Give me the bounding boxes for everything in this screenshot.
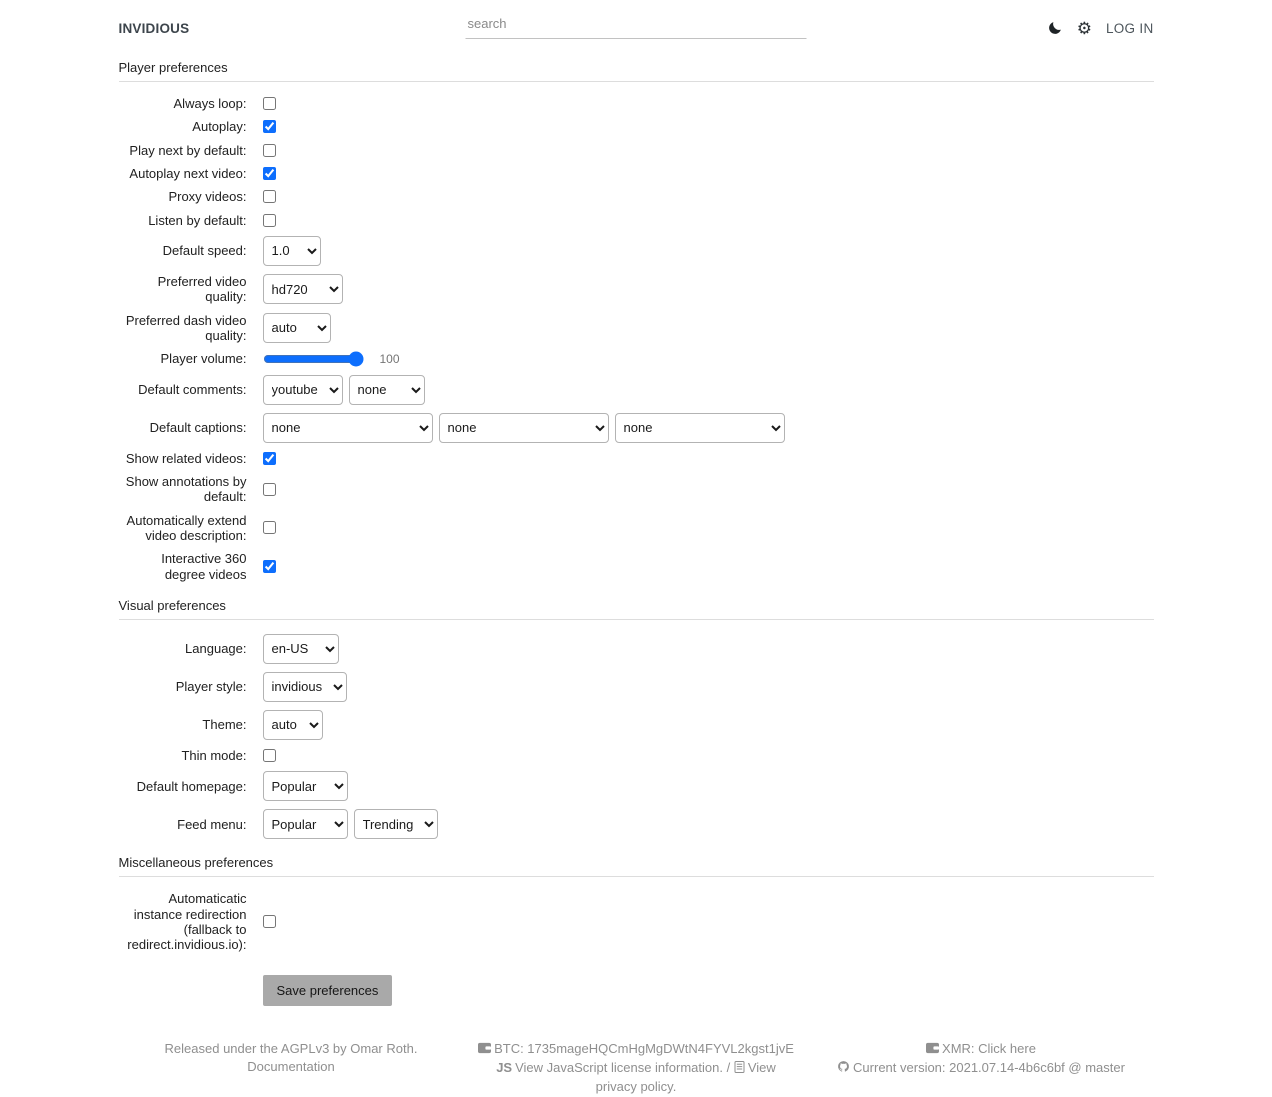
homepage-label: Default homepage: <box>136 778 247 794</box>
pref-row-auto-redirect <box>119 887 1154 956</box>
xmr-link[interactable]: XMR: Click here <box>942 1040 1036 1056</box>
js-badge-icon: JS <box>496 1060 513 1075</box>
video-quality-select[interactable] <box>263 274 343 304</box>
search-form <box>466 12 807 39</box>
pref-row-comments <box>119 371 1154 409</box>
captions-select-1[interactable] <box>263 413 433 443</box>
vr360-label: Interactive 360 degree videos <box>161 551 247 582</box>
documentation-link[interactable]: Documentation <box>247 1059 335 1074</box>
version-link[interactable]: Current version: 2021.07.14-4b6c6bf @ master <box>853 1060 1125 1075</box>
thin-mode-label: Thin mode: <box>181 747 247 763</box>
pref-row-autoplay <box>119 115 1154 138</box>
feed-menu-select-2[interactable] <box>354 809 438 839</box>
player-style-select[interactable] <box>263 672 347 702</box>
extend-desc-checkbox[interactable] <box>263 521 276 534</box>
vr360-checkbox[interactable] <box>263 560 276 573</box>
captions-select-2[interactable] <box>439 413 609 443</box>
pref-row-vr360 <box>119 547 1154 586</box>
listen-default-checkbox[interactable] <box>263 214 276 227</box>
save-preferences-button[interactable]: Save preferences <box>263 975 393 1006</box>
top-navbar <box>0 0 1272 48</box>
captions-label: Default captions: <box>149 419 247 435</box>
extend-desc-label: Automatically extend video description: <box>126 512 247 543</box>
dash-quality-select[interactable] <box>263 313 331 343</box>
autoplay-checkbox[interactable] <box>263 120 276 133</box>
pref-row-thin-mode <box>119 744 1154 767</box>
comments-select-2[interactable] <box>349 375 425 405</box>
comments-label: Default comments: <box>138 381 247 397</box>
autoplay-next-checkbox[interactable] <box>263 167 276 180</box>
play-next-checkbox[interactable] <box>263 144 276 157</box>
proxy-videos-checkbox[interactable] <box>263 190 276 203</box>
play-next-label: Play next by default: <box>129 142 247 158</box>
save-row <box>119 971 1154 1010</box>
invidious-logo[interactable]: INVIDIOUS <box>118 20 190 36</box>
footer-license-column <box>119 1040 464 1097</box>
pref-row-homepage <box>119 767 1154 805</box>
document-icon <box>734 1060 745 1078</box>
pref-row-feed-menu <box>119 805 1154 843</box>
pref-row-player-style <box>119 668 1154 706</box>
pref-row-theme <box>119 706 1154 744</box>
page-footer <box>119 1040 1154 1097</box>
autoplay-label: Autoplay: <box>192 119 247 135</box>
section-title-misc: Miscellaneous preferences <box>118 855 274 871</box>
player-volume-slider[interactable] <box>263 352 364 366</box>
btc-address-text: BTC: 1735mageHQCmHgMgDWtN4FYVL2kgst1jvE <box>494 1040 794 1056</box>
privacy-policy-link[interactable]: View privacy policy. <box>595 1060 776 1095</box>
homepage-select[interactable] <box>263 771 348 801</box>
footer-separator: / <box>726 1060 731 1075</box>
preferences-page <box>119 60 1154 1097</box>
section-title-visual: Visual preferences <box>118 597 226 613</box>
feed-menu-select-1[interactable] <box>263 809 348 839</box>
video-quality-label: Preferred video quality: <box>157 273 247 305</box>
pref-row-language <box>119 630 1154 668</box>
annotations-label: Show annotations by default: <box>125 473 247 505</box>
js-license-link[interactable]: View JavaScript license information. <box>515 1060 723 1075</box>
pref-row-video-quality <box>119 270 1154 309</box>
theme-select[interactable] <box>263 710 323 740</box>
thin-mode-checkbox[interactable] <box>263 749 276 762</box>
autoplay-next-label: Autoplay next video: <box>129 165 247 181</box>
footer-license-text: Released under the AGPLv3 by Omar Roth. <box>164 1040 418 1056</box>
divider <box>119 619 1154 620</box>
player-volume-value: 100 <box>379 351 400 366</box>
divider <box>119 81 1154 82</box>
pref-row-dash-quality <box>119 309 1154 348</box>
github-icon <box>837 1060 850 1078</box>
pref-row-play-next <box>119 139 1154 162</box>
footer-version-column <box>809 1040 1154 1097</box>
player-style-label: Player style: <box>175 679 247 695</box>
search-input[interactable] <box>466 12 807 39</box>
pref-row-proxy-videos <box>119 185 1154 208</box>
feed-menu-label: Feed menu: <box>177 816 247 832</box>
pref-row-default-speed <box>119 232 1154 270</box>
footer-donate-column <box>464 1040 809 1097</box>
pref-row-volume <box>119 347 1154 370</box>
volume-label: Player volume: <box>160 351 247 367</box>
related-checkbox[interactable] <box>263 452 276 465</box>
dash-quality-label: Preferred dash video quality: <box>125 312 247 343</box>
login-link[interactable]: LOG IN <box>1105 20 1154 36</box>
language-select[interactable] <box>263 634 339 664</box>
moon-icon[interactable] <box>1047 20 1063 36</box>
wallet-icon <box>926 1041 939 1059</box>
gear-icon[interactable]: ⚙ <box>1076 18 1092 38</box>
comments-select-1[interactable] <box>263 375 343 405</box>
language-label: Language: <box>185 641 247 657</box>
pref-row-annotations <box>119 470 1154 509</box>
pref-row-related <box>119 447 1154 470</box>
pref-row-always-loop <box>119 92 1154 115</box>
theme-label: Theme: <box>202 717 247 733</box>
proxy-videos-label: Proxy videos: <box>168 189 247 205</box>
captions-select-3[interactable] <box>615 413 785 443</box>
related-label: Show related videos: <box>125 450 247 466</box>
section-title-player: Player preferences <box>118 60 228 75</box>
always-loop-checkbox[interactable] <box>263 97 276 110</box>
listen-default-label: Listen by default: <box>148 212 247 228</box>
wallet-icon <box>478 1041 491 1059</box>
annotations-checkbox[interactable] <box>263 483 276 496</box>
auto-redirect-checkbox[interactable] <box>263 915 276 928</box>
pref-row-listen-default <box>119 209 1154 232</box>
pref-row-extend-desc <box>119 509 1154 548</box>
pref-row-captions <box>119 409 1154 447</box>
default-speed-label: Default speed: <box>162 243 247 259</box>
default-speed-select[interactable] <box>263 236 321 266</box>
pref-row-autoplay-next <box>119 162 1154 185</box>
auto-redirect-label: Automaticatic instance redirection (fallback to redirect.invidious.io): <box>127 891 247 953</box>
divider <box>119 876 1154 877</box>
always-loop-label: Always loop: <box>173 96 247 111</box>
